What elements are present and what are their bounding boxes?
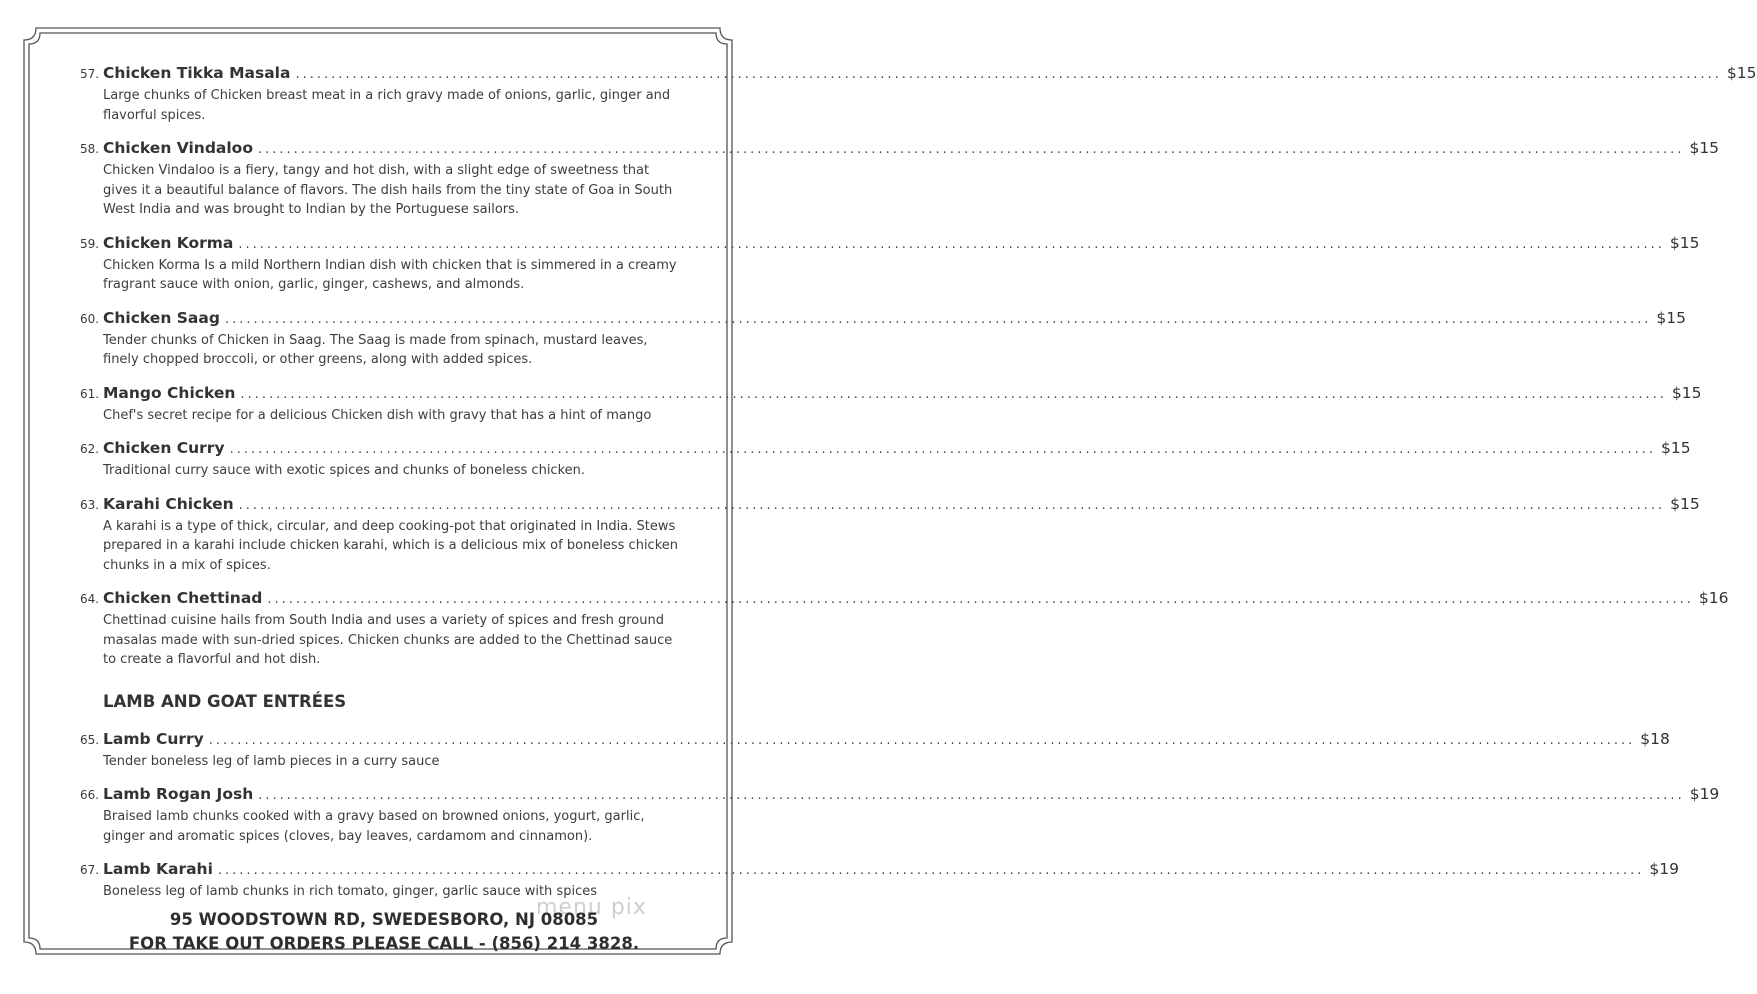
menu-item-name: Chicken Korma <box>103 233 234 252</box>
menu-item <box>80 729 1670 772</box>
menu-item-number: 66. <box>80 788 100 802</box>
menu-item-price: $15 <box>1661 439 1691 457</box>
menu-item-description: Boneless leg of lamb chunks in rich tomato, ginger, garlic sauce with spices <box>103 884 597 899</box>
footer <box>0 908 768 956</box>
menu-item-description: Chicken Korma Is a mild Northern Indian dish with chicken that is simmered in a creamy fragrant sauce with onion, garlic, ginger, cashews, and almonds. <box>103 257 677 292</box>
watermark-logo: menu pix <box>536 895 647 920</box>
dot-leader: ........................................................................................................................................................................................................ <box>238 236 1665 252</box>
menu-item-number: 67. <box>80 863 100 877</box>
menu-item-price: $15 <box>1671 383 1702 402</box>
dot-leader: ........................................................................................................................................................................................................ <box>267 592 1694 607</box>
menu-item <box>80 383 1702 426</box>
menu-item-number: 62. <box>80 442 100 456</box>
menu-item-price: $15 <box>1670 494 1700 513</box>
menu-item-price: $19 <box>1649 860 1679 878</box>
menu-item-header <box>80 860 1679 882</box>
dot-leader: ........................................................................................................................................................................................................ <box>224 311 1652 327</box>
menu-item-header <box>80 308 1686 331</box>
menu-item-price: $18 <box>1640 729 1670 748</box>
menu-item-header <box>80 64 1757 86</box>
menu-item-header <box>80 785 1720 807</box>
menu-item-name: Mango Chicken <box>103 383 236 402</box>
menu-item-description: Chef's secret recipe for a delicious Chicken dish with gravy that has a hint of mango <box>103 407 652 423</box>
menu-item-price: $15 <box>1689 139 1720 157</box>
dot-leader: ........................................................................................................................................................................................................ <box>238 497 1666 513</box>
menu-item-price: $19 <box>1689 785 1720 803</box>
menu-item-description: Chettinad cuisine hails from South India and uses a variety of spices and fresh ground masalas made with sun-dried spices. Chicken chunks are added to the Chettinad sauce to create a flavorful and hot dish. <box>103 613 673 667</box>
dot-leader: ........................................................................................................................................................................................................ <box>217 863 1645 878</box>
menu-item-number: 65. <box>80 732 100 747</box>
menu-item-number: 63. <box>80 497 100 512</box>
menu-item-name: Chicken Tikka Masala <box>103 64 291 82</box>
menu-item-number: 58. <box>80 142 100 156</box>
menu-item-price: $15 <box>1726 64 1757 82</box>
dot-leader: ........................................................................................................................................................................................................ <box>257 142 1685 157</box>
dot-leader: ........................................................................................................................................................................................................ <box>208 732 1636 748</box>
section-heading-lamb: LAMB AND GOAT ENTRÉES <box>103 691 347 711</box>
menu-item-header <box>80 729 1670 752</box>
footer-phone: FOR TAKE OUT ORDERS PLEASE CALL - (856) 214 3828. <box>128 934 640 953</box>
menu-item <box>80 233 1700 295</box>
menu-item-description: Tender boneless leg of lamb pieces in a curry sauce <box>103 753 440 769</box>
chicken-entrees-list <box>80 64 1757 670</box>
menu-item-number: 61. <box>80 386 100 401</box>
menu-item <box>80 439 1691 481</box>
menu-item-description: Braised lamb chunks cooked with a gravy based on browned onions, yogurt, garlic, ginger and aromatic spices (cloves, bay leaves, cardamom and cinnamon). <box>103 809 645 844</box>
menu-item-header <box>80 383 1702 406</box>
menu-item-header <box>80 494 1700 517</box>
menu-item-name: Chicken Saag <box>103 308 220 327</box>
menu-item-description: Traditional curry sauce with exotic spices and chunks of boneless chicken. <box>103 463 586 478</box>
menu-item-name: Lamb Rogan Josh <box>103 785 254 803</box>
menu-item <box>80 139 1720 220</box>
menu-item-header <box>80 139 1720 161</box>
menu-item <box>80 308 1686 370</box>
menu-item <box>80 494 1700 576</box>
menu-item-header <box>80 589 1729 611</box>
menu-item-name: Karahi Chicken <box>103 494 234 513</box>
menu-item-name: Lamb Karahi <box>103 860 213 878</box>
dot-leader: ........................................................................................................................................................................................................ <box>240 386 1667 402</box>
menu-item-number: 64. <box>80 592 100 606</box>
menu-item <box>80 785 1720 846</box>
menu-item-header <box>80 439 1691 461</box>
menu-item-number: 60. <box>80 311 100 326</box>
menu-item-description: Large chunks of Chicken breast meat in a rich gravy made of onions, garlic, ginger and flavorful spices. <box>103 88 671 123</box>
dot-leader: ........................................................................................................................................................................................................ <box>258 788 1685 803</box>
footer-address: 95 WOODSTOWN RD, SWEDESBORO, NJ 08085 <box>169 910 599 929</box>
menu-item <box>80 64 1757 125</box>
menu-item-description: Chicken Vindaloo is a fiery, tangy and hot dish, with a slight edge of sweetness that gives it a beautiful balance of flavors. The dish hails from the tiny state of Goa in South West India and was brought to Indian by the Portuguese sailors. <box>103 163 673 217</box>
menu-item <box>80 589 1729 670</box>
menu-item-number: 57. <box>80 67 100 81</box>
menu-item-name: Chicken Chettinad <box>103 589 263 607</box>
dot-leader: ........................................................................................................................................................................................................ <box>295 67 1722 82</box>
menu-item-name: Chicken Curry <box>103 439 225 457</box>
menu-item-description: Tender chunks of Chicken in Saag. The Saag is made from spinach, mustard leaves, finely chopped broccoli, or other greens, along with added spices. <box>103 332 648 367</box>
menu-item-description: A karahi is a type of thick, circular, and deep cooking-pot that originated in India. Stews prepared in a karahi include chicken karahi, which is a delicious mix of boneless chicken chunks in a mix of spices. <box>103 518 679 573</box>
menu-item-price: $16 <box>1698 589 1729 607</box>
menu-item-name: Lamb Curry <box>103 729 204 748</box>
dot-leader: ........................................................................................................................................................................................................ <box>229 442 1657 457</box>
menu-item-number: 59. <box>80 236 100 251</box>
menu-item-header <box>80 233 1700 256</box>
lamb-entrees-list <box>80 729 1720 902</box>
menu-list <box>80 64 1757 916</box>
menu-item-price: $15 <box>1656 308 1686 327</box>
menu-item-price: $15 <box>1669 233 1700 252</box>
menu-item-name: Chicken Vindaloo <box>103 139 253 157</box>
